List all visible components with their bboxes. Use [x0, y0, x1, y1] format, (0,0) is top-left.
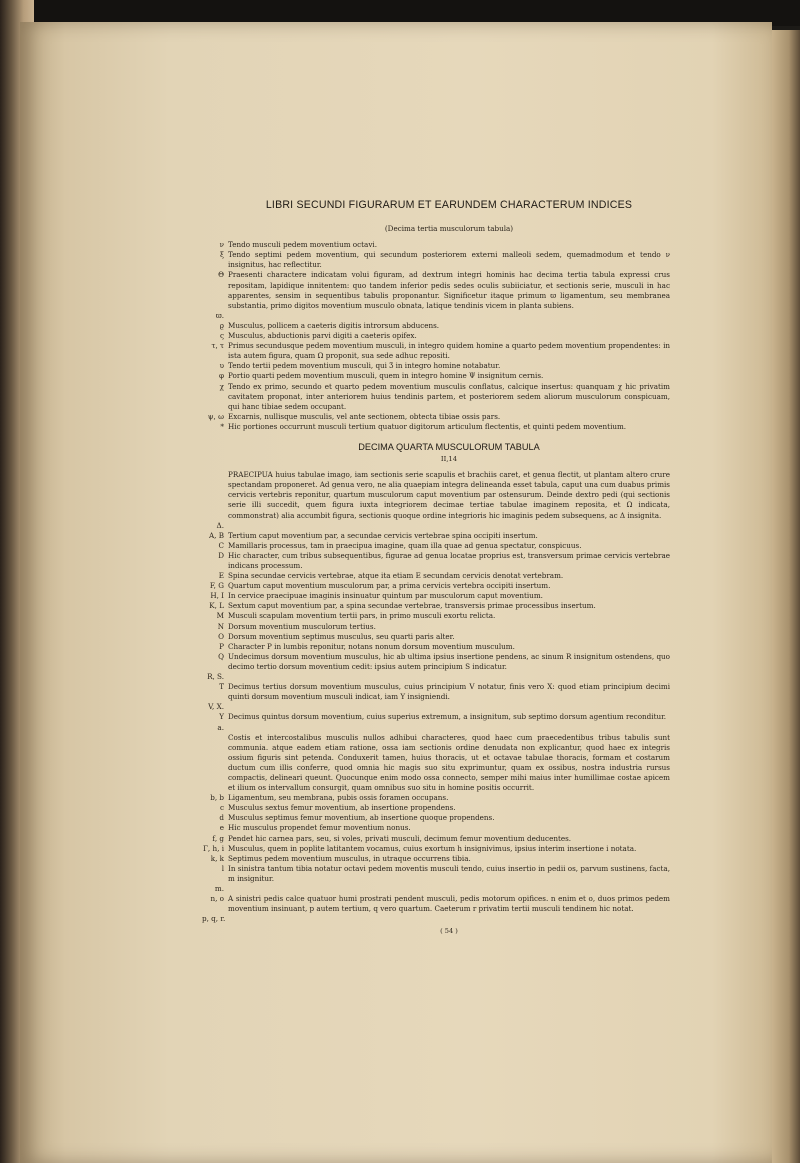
entry-row [209, 601, 670, 611]
entry-row [216, 520, 670, 531]
entry-row [220, 421, 670, 432]
entry-row [221, 863, 670, 884]
entry-row [210, 853, 670, 864]
entry-label: p, q, r. [202, 914, 226, 924]
entry-row [217, 722, 670, 733]
entry-text: Musculi scapulam moventium tertii pars, in primo musculi exortu relicta. [228, 611, 496, 621]
entry-row [218, 571, 670, 581]
entry-row [219, 240, 670, 250]
entry-label: H, I [210, 591, 224, 601]
entry-row [218, 631, 670, 642]
entry-label: ϖ. [215, 310, 224, 320]
page-number: ( 54 ) [440, 927, 458, 936]
entry-text: Tertium caput moventium par, a secundae cervicis vertebrae spina occipiti insertum. [228, 530, 538, 540]
entry-text [228, 884, 670, 894]
entry-row [210, 894, 670, 914]
entry-row [209, 581, 670, 591]
entry-label: τ, τ [211, 341, 224, 351]
entry-row [218, 651, 670, 672]
entry-row [219, 682, 670, 702]
entry-row [218, 550, 670, 571]
entry-label: ς [219, 331, 224, 341]
entry-row [211, 341, 670, 361]
entry-text: Dorsum moventium musculorum tertius. [228, 621, 376, 631]
entries-list-b [202, 520, 670, 925]
entry-row [219, 641, 670, 652]
entry-label: D [218, 550, 224, 560]
entry-text: Character P in lumbis reponitur, notans nonum dorsum moventium musculum. [228, 641, 515, 651]
entry-text: Mamillaris processus, tam in praecipua imagine, quam illa quae ad genua spectatur, conspicuus. [228, 540, 582, 550]
entry-label: * [220, 421, 224, 431]
entry-label: N [217, 621, 224, 631]
entry-label: Δ. [216, 520, 224, 530]
entry-text: A sinistri pedis calce quatuor humi prostrati pendent musculi, pedis motorum opifices. n enim et o, duos primos pedem moventium insinuant, p autem tertium, q vero quartum. Caeterum r privatim tertii musculi tendinem hic notat. [228, 894, 670, 914]
entry-label: Γ, h, i [202, 843, 224, 853]
entry-label: ξ [220, 250, 224, 260]
entry-row [202, 914, 670, 924]
right-page-edge [772, 30, 800, 1163]
entry-row [215, 310, 670, 321]
entry-text: Portio quarti pedem moventium musculi, quem in integro homine Ψ insignitum cernis. [228, 371, 544, 381]
entry-row [219, 331, 670, 341]
section-reference: II,14 [440, 455, 458, 464]
entry-text: Pendet hic carnea pars, seu, si voles, privati musculi, decimum femur moventium deducentes. [228, 833, 572, 843]
entry-label: c [219, 803, 224, 813]
entry-label: e [219, 823, 224, 833]
entry-text: Decimus tertius dorsum moventium musculus, cuius principium V notatur, finis vero X: quod etiam principium decimi quinti dorsum moventium musculi indicat, iam Y insigniendi. [228, 682, 670, 702]
section-title: DECIMA QUARTA MUSCULORUM TABULA [358, 441, 540, 452]
entry-row [210, 591, 670, 601]
entry-text: Musculus sextus femur moventium, ab insertione propendens. [228, 803, 456, 813]
entry-row [219, 803, 670, 813]
entry-text: Septimus pedem moventium musculus, in utraque occurrens tibia. [228, 853, 471, 863]
entry-row [217, 621, 670, 632]
entry-text: Dorsum moventium septimus musculus, seu quarti paris alter. [228, 631, 455, 641]
entry-text [228, 672, 670, 682]
entry-text: Primus secundusque pedem moventium musculi, in integro quidem homine a quarto pedem moventium propendentes: in ista autem figura, quam Ω proponit, sua sede adhuc repositi. [228, 341, 670, 361]
entry-text: Sextum caput moventium par, a spina secundae vertebrae, transversis primae processibus insertum. [228, 601, 596, 611]
entry-label: k, k [210, 853, 224, 863]
entry-text: Quartum caput moventium musculorum par, a prima cervicis vertebra occipiti insertum. [228, 581, 551, 591]
entry-label: V, X. [208, 702, 224, 712]
entry-row [207, 411, 670, 422]
entry-label: Y [219, 712, 224, 722]
entry-label: M [216, 611, 224, 621]
entry-label: Q [218, 651, 224, 661]
entry-row [218, 371, 670, 381]
entry-label: ψ, ω [207, 411, 224, 421]
entry-label: d [219, 813, 224, 823]
entry-text: Musculus septimus femur moventium, ab insertione quoque propendens. [228, 813, 495, 823]
entry-row [212, 833, 670, 844]
entries-list-a [207, 240, 670, 432]
entry-label: l [221, 863, 224, 873]
entry-row [202, 843, 670, 854]
entry-row [214, 884, 670, 894]
entry-label: P [219, 641, 224, 651]
entry-text [228, 723, 670, 733]
entry-label: χ [219, 381, 224, 391]
entry-text [228, 311, 670, 321]
entry-label: F, G [209, 581, 224, 591]
entry-text: Hic musculus propendet femur moventium nonus. [228, 823, 411, 833]
table-subtitle: (Decima tertia musculorum tabula) [384, 224, 514, 234]
entry-text: Costis et intercostalibus musculis nullos adhibui characteres, quod haec cum praecedentibus tribus tabulis sunt communia. atque eadem etiam ratione, ossa iam sectionis ordine denudata non explicantur, quod haec ex integris ossium figuris sint petenda. Conduxerit tamen, huius thoracis, ut et octavae tabulae thoracis, formam et costarum ductum cum illis conferre, quod omnia hic magis suo situ exprimuntur, quam ex ossibus, nostra industria rursus compactis, delineari queunt. Quocunque enim modo ossa connecto, semper mihi maius inter humillimae costae apicem et ilium os intervallum consurgit, quam omnibus suo situ in homine positis occurrit. [228, 732, 670, 793]
entry-text: Musculus, quem in poplite latitantem vocamus, cuius exortum h insignivimus, ipsius interim insertione i notata. [228, 843, 637, 853]
entry-label: b, b [210, 793, 224, 803]
entry-text: Musculus, pollicem a caeteris digitis introrsum abducens. [228, 320, 440, 330]
entry-text: Undecimus dorsum moventium musculus, hic ab ultima ipsius insertione pendens, ac sinum R insignitum ostendens, quo decimo tertio dorsum moventium cedit: ipsius autem principium S indicatur. [228, 651, 670, 671]
page-content [202, 199, 670, 936]
entry-text [228, 914, 670, 924]
entry-label: φ [218, 371, 224, 381]
entry-text: In sinistra tantum tibia notatur octavi pedem moventis musculi tendo, cuius insertio in pedii os, parvum sustinens, facta, m insignitur. [228, 863, 670, 883]
entry-row [219, 823, 670, 833]
entry-row [208, 530, 670, 541]
entry-label: R, S. [207, 672, 224, 682]
entry-label: C [218, 540, 224, 550]
entry-text: Decimus quintus dorsum moventium, cuius superius extremum, a insignitum, sub septimo dorsum agentium reconditur. [228, 712, 667, 722]
entry-label: A, B [208, 530, 224, 540]
entry-label: ϱ [219, 320, 224, 330]
entry-label [202, 733, 228, 794]
entry-row [207, 672, 670, 682]
entry-text [228, 521, 670, 531]
entry-label: f, g [212, 833, 224, 843]
entry-label: Θ [218, 270, 224, 280]
entry-text: Tendo septimi pedem moventium, qui secundum posteriorem externi malleoli sedem, quemadmodum et tendo ν insignitus, hac reflectitur. [228, 250, 670, 270]
entry-text: Tendo ex primo, secundo et quarto pedem moventium musculis conflatus, calcique insertus: quanquam χ hic privatim cavitatem proponat, inter anteriorem huius tendinis partem, et posteriorem sedem aliorum musculorum conspicuam, qui hanc tibiae sedem occupant. [228, 381, 670, 411]
entry-label: ν [219, 240, 224, 250]
page-title: LIBRI SECUNDI FIGURARUM ET EARUNDEM CHARACTERUM INDICES [265, 199, 633, 211]
entry-text [228, 702, 670, 712]
entry-row [218, 270, 670, 310]
entry-label: O [218, 631, 224, 641]
entry-text: Tendo musculi pedem moventium octavi. [228, 240, 377, 250]
entry-text: Tendo tertii pedem moventium musculi, qui Ʒ in integro homine notabatur. [228, 361, 501, 371]
entry-row [219, 712, 670, 722]
entry-text: Hic portiones occurrunt musculi tertium quatuor digitorum articulum flectentis, et quinti pedem moventium. [228, 421, 627, 431]
entry-row [219, 320, 670, 331]
entry-row [210, 793, 670, 803]
entry-label: K, L [209, 601, 224, 611]
entry-row [219, 813, 670, 823]
entry-label: a. [217, 722, 224, 732]
entry-label: m. [214, 884, 224, 893]
entry-label: υ [219, 361, 224, 371]
entry-text: Hic character, cum tribus subsequentibus, figurae ad genua locatae proprius est, transversum primae cervicis vertebrae indicans processum. [228, 550, 670, 570]
entry-text: Ligamentum, seu membrana, pubis ossis foramen occupans. [228, 793, 449, 803]
entry-row [216, 611, 670, 621]
entry-label: T [219, 682, 224, 692]
entry-text: Excarnis, nullisque musculis, vel ante sectionem, obtecta tibiae ossis pars. [228, 411, 501, 421]
entry-row [219, 361, 670, 371]
entry-row [208, 702, 670, 712]
entry-row [219, 381, 670, 412]
entry-row [228, 733, 670, 794]
entry-text: Praesenti charactere indicatam volui figuram, ad dextrum integri hominis hac decima tertia tabula expressi crus repositam, lapidique innitentem: quo tandem inferior pedis sedes oculis subiiciatur, et sectionis serie, musculi in hac apparentes, sensim in sequentibus tabulis proponantur. Significetur itaque primum ϖ ligamentum, seu membranea substantia, primo digitos moventium musculo obnata, latique tendinis vicem in planta subiens. [228, 270, 670, 310]
entry-label: n, o [210, 894, 224, 904]
entry-row [220, 250, 670, 270]
entry-label: E [218, 571, 224, 581]
entry-row [218, 540, 670, 551]
section-intro: PRAECIPUA huius tabulae imago, iam sectionis serie scapulis et brachiis caret, et genua flectit, ut plantam altero crure spectandam proponeret. Ad genua vero, ne alia quaepiam integra delineanda esset tabula, caput una cum duabus primis cervicis vertebris reponitur, quartum musculorum caput moventium par ostensurum. Deinde dextro pedi (qui sectionis serie illi succedit, quem figura iuxta integriorem decimae tertiae tabulae imaginem reposita, et Ω indicata, commonstrat) alia accumbit figura, sectionis quoque ordine integrioris hic imaginis pedem subsequens, ac Δ insignita. [228, 470, 670, 520]
entry-text: Musculus, abductionis parvi digiti a caeteris opifex. [228, 331, 417, 341]
entry-text: Spina secundae cervicis vertebrae, atque ita etiam E secundam cervicis denotat vertebram. [228, 571, 564, 581]
entry-text: In cervice praecipuae imaginis insinuatur quintum par musculorum caput moventium. [228, 591, 543, 601]
